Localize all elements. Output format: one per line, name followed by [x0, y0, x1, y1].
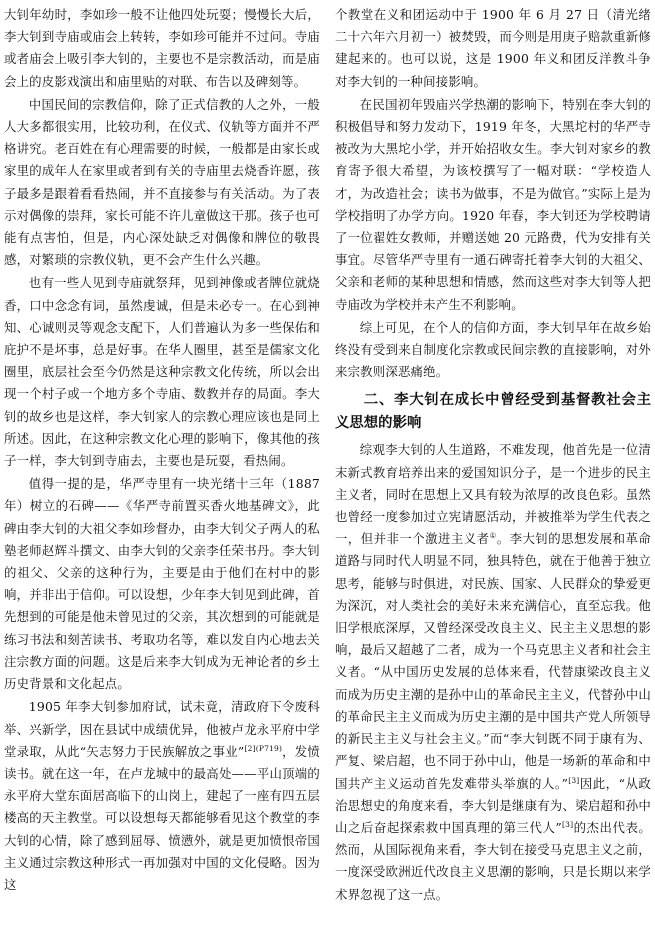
citation: [3]	[561, 819, 574, 829]
footnote-marker: ①	[489, 531, 497, 541]
paragraph-temple-worship: 也有一些人见到寺庙就祭拜，见到神像或者牌位就烧香，口中念念有词，虽然虔诚，但是未必专一。在心到神知、心诚则灵等观念支配下，人们普遍认为多一些保佑和庇护不是坏事，总是好事。在华人圈里，甚至是儒家文化圈里，底层社会至今仍然是这种宗教文化传统，所以会出现一个村子或一个地方多个寺庙、数教并存的局面。李大钊的故乡也是这样，李大钊家人的宗教心理应该也是同上所述。因此，在这种宗教文化心理的影响下，像其他的孩子一样，李大钊到寺庙去，主要也是玩耍，看热闹。	[4, 275, 320, 469]
paragraph-life-path: 综观李大钊的人生道路，不难发现，他首先是一位清末新式教育培养出来的爱国知识分子，是一个进步的民主主义者，同时在思想上又具有较为浓厚的改良色彩。虽然也曾经一度参加过立宪请愿活动，并被推举为学生代表之一，但并非一个激进主义者①。李大钊的思想发展和革命道路与同时代人明显不同，独具特色，就在于他善于独立思考，能够与时俱进，对民族、国家、人民群众的挚爱更为深沉，对人类社会的美好未来充满信心，直至忘我。他旧学根底深厚，又曾经深受改良主义、民主主义思想的影响，最后又超越了二者，成为一个马克思主义者和社会主义者。“从中国历史发展的总体来看，代替康梁改良主义而成为历史主潮的是孙中山的革命民主主义，代替孙中山的革命民主主义而成为历史主潮的是中国共产党人所领导的新民主主义与社会主义。”而“李大钊既不同于康有为、严复、梁启超，也不同于孙中山，他是一场新的革命和中国共产主义运动首先发难带头举旗的人。”[3]因此，“从政治思想史的角度来看，李大钊是继康有为、梁启超和孙中山之后奋起探索救中国真理的第三代人”[3]的杰出代表。然而，从国际视角来看，李大钊在接受马克思主义之前，一度深受欧洲近代改良主义思潮的影响，只是长期以来学术界忽视了这一点。	[335, 442, 651, 902]
citation: [2](P719)	[244, 743, 283, 753]
left-column	[4, 4, 320, 937]
right-column	[335, 4, 651, 937]
paragraph-1905: 1905 年李大钊参加府试，试未竟，清政府下令废科举、兴新学，因在县试中成绩优异，他被卢龙永平府中学堂录取，从此“矢志努力于民族解放之事业”$^{[2](P719)}$，发愤读书。就在这一年，在卢龙城中的最高处——平山顶端的永平府大堂东面居高临下的山岗上，建起了一座有四五层楼高的天主教堂。可以设想每天都能够看见这个教堂的李大钊的心情，除了感到屈辱、愤懑外，就是更加愤恨帝国主义通过宗教这种形式一再加强对中国的文化侵略。因为这	[4, 699, 320, 892]
paragraph-continued: 大钊年幼时，李如珍一般不让他四处玩耍；慢慢长大后，李大钊到寺庙或庙会上转转，李如珍可能并不过问。寺庙或者庙会上吸引李大钊的，主要也不是宗教活动，而是庙会上的皮影戏演出和庙里贴的对联、布告以及碑刻等。	[4, 7, 320, 89]
paragraph-stele: 值得一提的是，华严寺里有一块光绪十三年（1887 年）树立的石碑——《华严寺前置买香火地基碑文》，此碑由李大钊的大祖父李如珍督办，由李大钊父子两人的私塾老师赵辉斗撰文、由李大钊的父亲李任荣书丹。李大钊的祖父、父亲的这种行为，主要是由于他们在村中的影响，并非出于信仰。可以设想，少年李大钊见到此碑，首先想到的可能是他未曾见过的父亲，其次想到的可能就是练习书法和刻苦读书、考取功名等，难以发自内心地去关注宗教方面的问题。这是后来李大钊成为无神论者的乡土历史背景和文化起点。	[4, 476, 320, 692]
paragraph-folk-religion: 中国民间的宗教信仰，除了正式信教的人之外，一般人大多都很实用，比较功利，在仪式、仪轨等方面并不严格讲究。老百姓在有心理需要的时候，一般都是由家长或家里的成年人在家里或者到有关的寺庙里去烧香许愿，孩子最多是跟着看看热闹，并不直接参与有关活动。为了表示对偶像的崇拜，家长可能不许儿童做这干那。孩子也可能有点害怕，但是，内心深处缺乏对偶像和牌位的敬畏感，对繁琐的宗教仪轨，更不会产生什么兴趣。	[4, 96, 320, 268]
paragraph-church: 个教堂在义和团运动中于 1900 年 6 月 27 日（清光绪二十六年六月初一）被焚毁，而今则是用庚子赔款重新修建起来的。也可以说，这是 1900 年义和团反洋教斗争对李大钊的一种间接影响。	[335, 7, 651, 89]
paragraph-school: 在民国初年毁庙兴学热潮的影响下，特别在李大钊的积极倡导和努力发动下，1919 年冬，大黑坨村的华严寺被改为大黑坨小学，并开始招收女生。李大钊对家乡的教育寄予很大希望，为该校撰写了一幅对联：“学校造人才，为改造社会；读书为做事，不是为做官。”实际上是为学校指明了办学方向。1920 年春，李大钊还为学校聘请了一位翟姓女教师，并赠送她 20 元路费，代为安排有关事宜。尽管华严寺里有一通石碑寄托着李大钊的大祖父、父亲和老师的某种思想和情感，然而这些对李大钊等人把寺庙改为学校并未产生不利影响。	[335, 96, 651, 312]
paragraph-summary: 综上可见，在个人的信仰方面，李大钊早年在故乡始终没有受到来自制度化宗教或民间宗教的直接影响，对外来宗教则深恶痛绝。	[335, 319, 651, 380]
two-column-body	[4, 4, 651, 937]
citation: [3]	[568, 775, 580, 785]
section-heading: 二、李大钊在成长中曾经受到基督教社会主义思想的影响	[335, 392, 651, 432]
